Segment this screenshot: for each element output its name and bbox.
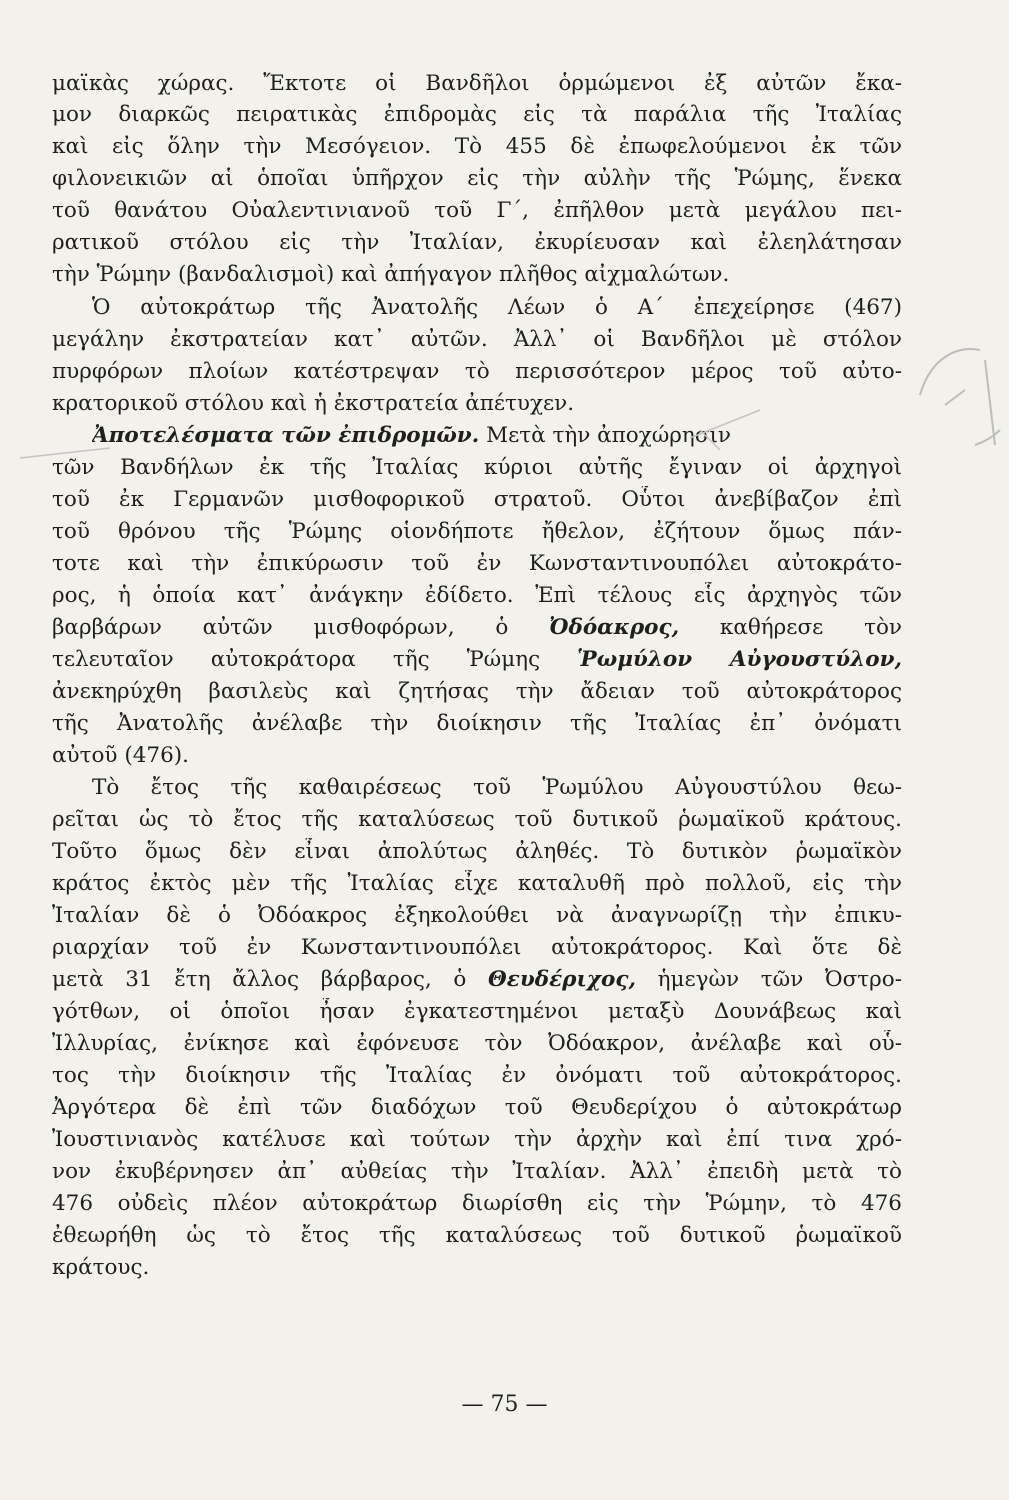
text-line: κράτος ἐκτὸς μὲν τῆς Ἰταλίας εἶχε καταλυθῆ πρὸ πολλοῦ, εἰς τὴν bbox=[52, 871, 902, 896]
text-line: μον διαρκῶς πειρατικὰς ἐπιδρομὰς εἰς τὰ παράλια τῆς Ἰταλίας bbox=[52, 102, 902, 127]
text-line: τῆς Ἀνατολῆς ἀνέλαβε τὴν διοίκησιν τῆς Ἰταλίας ἐπ᾽ ὀνόματι bbox=[52, 711, 902, 736]
text-line: Τὸ ἔτος τῆς καθαιρέσεως τοῦ Ῥωμύλου Αὐγουστύλου θεω- bbox=[92, 775, 902, 800]
text-line: ριαρχίαν τοῦ ἐν Κωνσταντινουπόλει αὐτοκράτορος. Καὶ ὅτε δὲ bbox=[52, 935, 902, 960]
text-line: Ἰλλυρίας, ἐνίκησε καὶ ἐφόνευσε τὸν Ὀδόακρον, ἀνέλαβε καὶ οὗ- bbox=[52, 1031, 902, 1056]
text-line: μαϊκὰς χώρας. Ἔκτοτε οἱ Βανδῆλοι ὁρμώμενοι ἐξ αὐτῶν ἔκα- bbox=[52, 71, 902, 96]
text-line: πυρφόρων πλοίων κατέστρεψαν τὸ περισσότερον μέρος τοῦ αὐτο- bbox=[52, 359, 902, 384]
text-line: Ὁ αὐτοκράτωρ τῆς Ἀνατολῆς Λέων ὁ Α΄ ἐπεχείρησε (467) bbox=[92, 295, 902, 320]
text-line: ἀνεκηρύχθη βασιλεὺς καὶ ζητήσας τὴν ἄδειαν τοῦ αὐτοκράτορος bbox=[52, 679, 902, 704]
text-line: ἐθεωρήθη ὡς τὸ ἔτος τῆς καταλύσεως τοῦ δυτικοῦ ῥωμαϊκοῦ bbox=[52, 1223, 902, 1248]
section-heading: Ἀποτελέσματα τῶν ἐπιδρομῶν. bbox=[92, 423, 480, 448]
text-line: κράτους. bbox=[52, 1255, 150, 1280]
text-line: τῶν Βανδήλων ἐκ τῆς Ἰταλίας κύριοι αὐτῆς ἔγιναν οἱ ἀρχηγοὶ bbox=[52, 455, 902, 480]
text-line bbox=[52, 614, 902, 642]
text-line: νον ἐκυβέρνησεν ἀπ᾽ αὐθείας τὴν Ἰταλίαν. Ἀλλ᾽ ἐπειδὴ μετὰ τὸ bbox=[52, 1159, 902, 1184]
text-span: βαρβάρων αὐτῶν μισθοφόρων, ὁ bbox=[52, 615, 509, 640]
text-line: καὶ εἰς ὅλην τὴν Μεσόγειον. Τὸ 455 δὲ ἐπωφελούμενοι ἐκ τῶν bbox=[52, 134, 902, 159]
text-line: τος τὴν διοίκησιν τῆς Ἰταλίας ἐν ὀνόματι τοῦ αὐτοκράτορος. bbox=[52, 1063, 902, 1088]
emphasized-name: Ὀδόακρος, bbox=[549, 615, 680, 640]
text-line: τοῦ θανάτου Οὐαλεντινιανοῦ τοῦ Γ΄, ἐπῆλθον μετὰ μεγάλου πει- bbox=[52, 198, 902, 223]
text-line: τὴν Ῥώμην (βανδαλισμοὶ) καὶ ἀπήγαγον πλῆθος αἰχμαλώτων. bbox=[52, 262, 730, 287]
text-line: ρος, ἡ ὁποία κατ᾽ ἀνάγκην ἐδίδετο. Ἐπὶ τέλους εἷς ἀρχηγὸς τῶν bbox=[52, 583, 902, 608]
text-span: τελευταῖον αὐτοκράτορα τῆς Ῥώμης bbox=[52, 647, 541, 672]
text-span: καθήρεσε τὸν bbox=[719, 615, 902, 640]
section-heading-rest: Μετὰ τὴν ἀποχώρησιν bbox=[486, 423, 731, 448]
emphasized-name: Θευδέριχος, bbox=[488, 967, 636, 992]
text-span: ἡμεγὼν τῶν Ὀστρο- bbox=[657, 967, 902, 992]
text-line: αὐτοῦ (476). bbox=[52, 743, 189, 768]
text-line: 476 οὐδεὶς πλέον αὐτοκράτωρ διωρίσθη εἰς τὴν Ῥώμην, τὸ 476 bbox=[52, 1191, 902, 1216]
text-span: μετὰ 31 ἔτη ἄλλος βάρβαρος, ὁ bbox=[52, 967, 467, 992]
text-line: τοῦ ἐκ Γερμανῶν μισθοφορικοῦ στρατοῦ. Οὗτοι ἀνεβίβαζον ἐπὶ bbox=[52, 487, 902, 512]
section-heading-line bbox=[92, 422, 902, 450]
text-line: ρεῖται ὡς τὸ ἔτος τῆς καταλύσεως τοῦ δυτικοῦ ῥωμαϊκοῦ κράτους. bbox=[52, 807, 902, 832]
text-line bbox=[52, 646, 902, 674]
text-line: ρατικοῦ στόλου εἰς τὴν Ἰταλίαν, ἐκυρίευσαν καὶ ἐλεηλάτησαν bbox=[52, 230, 902, 255]
emphasized-name: Ῥωμύλον Αὐγουστύλον, bbox=[577, 647, 902, 672]
text-line: τοῦ θρόνου τῆς Ῥώμης οἱονδήποτε ἤθελον, ἐζήτουν ὅμως πάν- bbox=[52, 519, 902, 544]
text-line: φιλονεικιῶν αἱ ὁποῖαι ὑπῆρχον εἰς τὴν αὐλὴν τῆς Ῥώμης, ἕνεκα bbox=[52, 166, 902, 191]
text-line: Ἀργότερα δὲ ἐπὶ τῶν διαδόχων τοῦ Θευδερίχου ὁ αὐτοκράτωρ bbox=[52, 1095, 902, 1120]
text-line: μεγάλην ἐκστρατείαν κατ᾽ αὐτῶν. Ἀλλ᾽ οἱ Βανδῆλοι μὲ στόλον bbox=[52, 327, 902, 352]
text-line: κρατορικοῦ στόλου καὶ ἡ ἐκστρατεία ἀπέτυχεν. bbox=[52, 391, 575, 416]
text-line: Ἰουστινιανὸς κατέλυσε καὶ τούτων τὴν ἀρχὴν καὶ ἐπί τινα χρό- bbox=[52, 1127, 902, 1152]
text-line: τοτε καὶ τὴν ἐπικύρωσιν τοῦ ἐν Κωνσταντινουπόλει αὐτοκράτο- bbox=[52, 551, 902, 576]
text-line: Ἰταλίαν δὲ ὁ Ὀδόακρος ἐξηκολούθει νὰ ἀναγνωρίζῃ τὴν ἐπικυ- bbox=[52, 903, 902, 928]
text-line: Τοῦτο ὅμως δὲν εἶναι ἀπολύτως ἀληθές. Τὸ δυτικὸν ῥωμαϊκὸν bbox=[52, 839, 902, 864]
text-line: γότθων, οἱ ὁποῖοι ἦσαν ἐγκατεστημένοι μεταξὺ Δουνάβεως καὶ bbox=[52, 999, 902, 1024]
page-number: — 75 — bbox=[461, 1392, 548, 1417]
text-line bbox=[52, 966, 902, 994]
